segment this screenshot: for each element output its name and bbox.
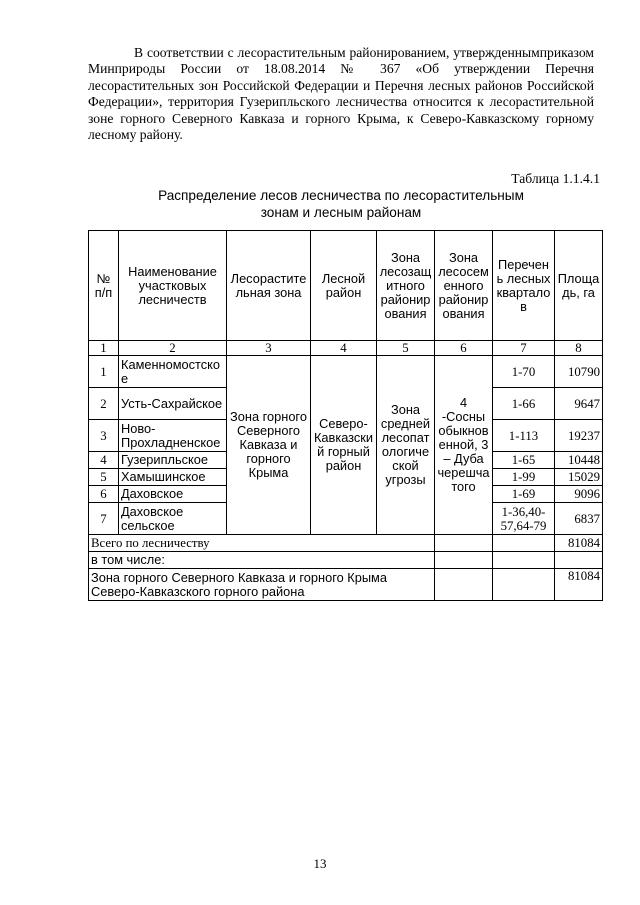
row-area: 10790 bbox=[555, 356, 603, 388]
zone-row-label: Зона горного Северного Кавказа и горного Крыма Северо-Кавказского горного района bbox=[89, 569, 435, 601]
row-num: 1 bbox=[89, 356, 119, 388]
row-num: 4 bbox=[89, 452, 119, 469]
row-area: 19237 bbox=[555, 420, 603, 452]
table-row bbox=[89, 356, 603, 388]
header-num: № п/п bbox=[89, 231, 119, 341]
header-protect: Зона лесозащитного районирования bbox=[377, 231, 435, 341]
row-area: 6837 bbox=[555, 503, 603, 535]
row-area: 10448 bbox=[555, 452, 603, 469]
row-name: Усть-Сахрайское bbox=[119, 388, 227, 420]
col-number: 7 bbox=[493, 341, 555, 356]
merged-protect: Зона средней лесопатологической угрозы bbox=[377, 356, 435, 535]
row-name: Гузерипльское bbox=[119, 452, 227, 469]
row-quarters: 1-69 bbox=[493, 486, 555, 503]
row-quarters: 1-36,40-57,64-79 bbox=[493, 503, 555, 535]
row-num: 5 bbox=[89, 469, 119, 486]
row-num: 2 bbox=[89, 388, 119, 420]
row-area: 15029 bbox=[555, 469, 603, 486]
row-quarters: 1-99 bbox=[493, 469, 555, 486]
table-title-line-2: зонам и лесным районам bbox=[260, 205, 422, 220]
header-seed: Зона лесосеменного районирования bbox=[435, 231, 493, 341]
table-title bbox=[88, 187, 594, 221]
row-name: Даховское bbox=[119, 486, 227, 503]
row-name: Даховское сельское bbox=[119, 503, 227, 535]
forest-distribution-table bbox=[88, 230, 603, 601]
row-num: 7 bbox=[89, 503, 119, 535]
including-row bbox=[89, 552, 603, 569]
col-number: 2 bbox=[119, 341, 227, 356]
merged-zone: Зона горного Северного Кавказа и горного Крыма bbox=[227, 356, 311, 535]
row-quarters: 1-65 bbox=[493, 452, 555, 469]
header-row bbox=[89, 231, 603, 341]
col-number: 1 bbox=[89, 341, 119, 356]
including-label: в том числе: bbox=[89, 552, 435, 569]
table-number: Таблица 1.1.4.1 bbox=[511, 171, 600, 186]
header-area: Площадь, га bbox=[555, 231, 603, 341]
table-title-line-1: Распределение лесов лесничества по лесорастительным bbox=[158, 188, 524, 203]
total-row bbox=[89, 535, 603, 552]
header-name: Наименование участковых лесничеств bbox=[119, 231, 227, 341]
col-number: 4 bbox=[311, 341, 377, 356]
row-num: 3 bbox=[89, 420, 119, 452]
merged-seed: 4 -Сосны обыкновенной, 3 – Дуба черешчатого bbox=[435, 356, 493, 535]
intro-paragraph bbox=[88, 45, 594, 143]
col-number: 5 bbox=[377, 341, 435, 356]
intro-paragraph-text: В соответствии с лесорастительным районированием, утвержденнымприказом Минприроды России от 18.08.2014 № 367 «Об утверждении Перечня лесорастительных зон Российской Федерации и Перечня лесных районов Российской Федерации», территория Гузерипльского лесничества относится к лесорастительной зоне горного Северного Кавказа и горного Крыма, к Северо-Кавказскому горному лесному району. bbox=[88, 45, 594, 143]
row-name: Хамышинское bbox=[119, 469, 227, 486]
total-area: 81084 bbox=[555, 535, 603, 552]
merged-district: Северо-Кавказский горный район bbox=[311, 356, 377, 535]
row-name: Каменномостское bbox=[119, 356, 227, 388]
zone-row bbox=[89, 569, 603, 601]
row-area: 9096 bbox=[555, 486, 603, 503]
col-number: 6 bbox=[435, 341, 493, 356]
row-quarters: 1-113 bbox=[493, 420, 555, 452]
row-area: 9647 bbox=[555, 388, 603, 420]
page-number: 13 bbox=[313, 856, 327, 871]
header-quarters: Перечень лесных кварталов bbox=[493, 231, 555, 341]
row-name: Ново-Прохладненское bbox=[119, 420, 227, 452]
column-number-row bbox=[89, 341, 603, 356]
row-num: 6 bbox=[89, 486, 119, 503]
row-quarters: 1-66 bbox=[493, 388, 555, 420]
row-quarters: 1-70 bbox=[493, 356, 555, 388]
header-zone: Лесорастительная зона bbox=[227, 231, 311, 341]
col-number: 3 bbox=[227, 341, 311, 356]
header-district: Лесной район bbox=[311, 231, 377, 341]
total-label: Всего по лесничеству bbox=[89, 535, 435, 552]
zone-row-area: 81084 bbox=[555, 569, 603, 601]
col-number: 8 bbox=[555, 341, 603, 356]
